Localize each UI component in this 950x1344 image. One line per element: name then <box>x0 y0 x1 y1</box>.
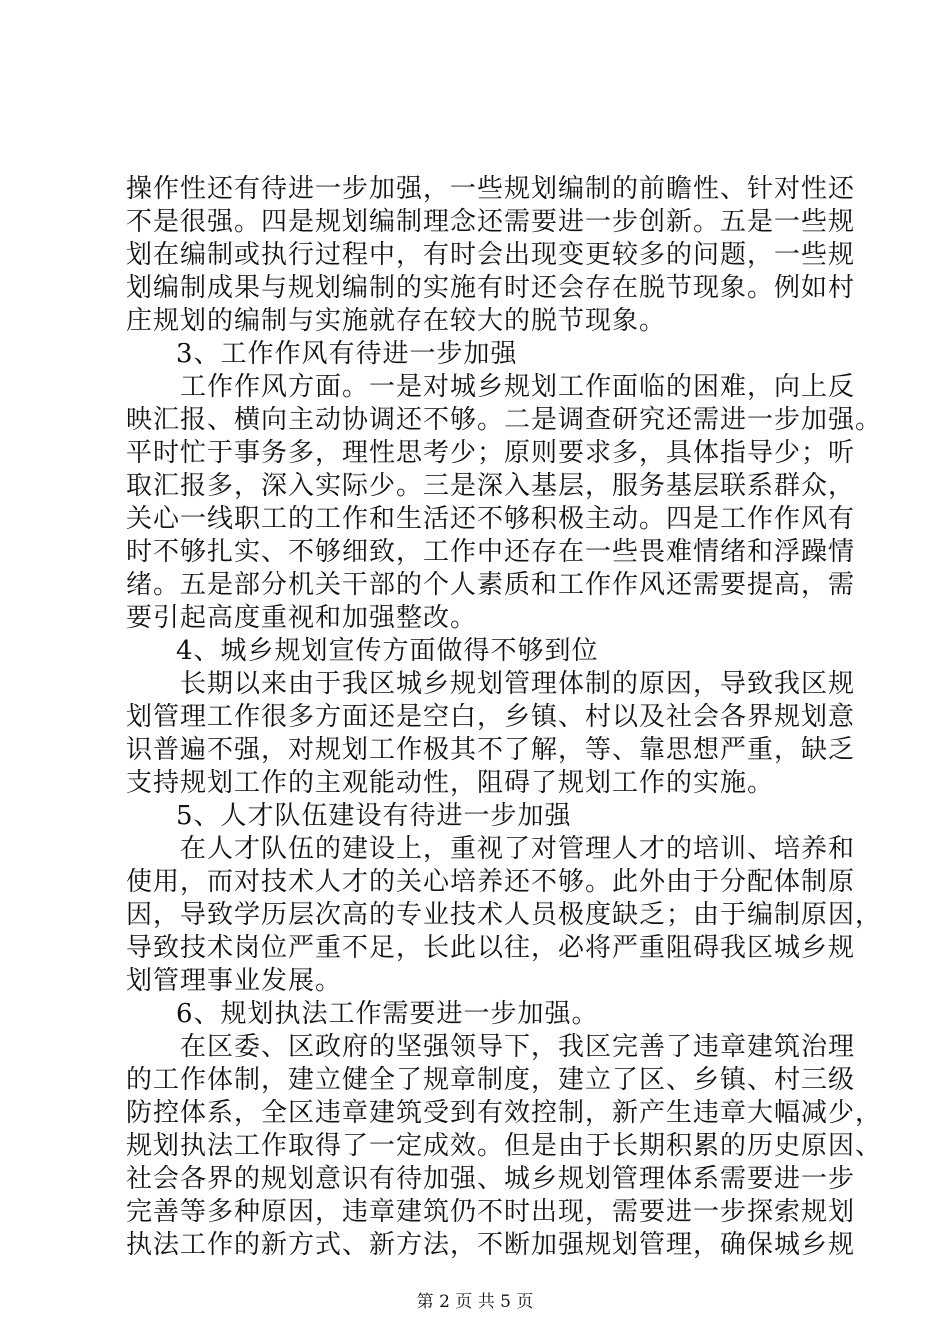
body-line: 因，导致学历层次高的专业技术人员极度缺乏；由于编制原因， <box>126 900 883 930</box>
body-line: 识普遍不强，对规划工作极其不了解，等、靠思想严重，缺乏 <box>126 735 856 765</box>
body-line: 操作性还有待进一步加强，一些规划编制的前瞻性、针对性还 <box>126 174 856 204</box>
body-line: 防控体系，全区违章建筑受到有效控制，新产生违章大幅减少， <box>126 1098 883 1128</box>
body-line: 关心一线职工的工作和生活还不够积极主动。四是工作作风有 <box>126 504 856 534</box>
body-line: 长期以来由于我区城乡规划管理体制的原因，导致我区规 <box>180 669 856 699</box>
body-line: 庄规划的编制与实施就存在较大的脱节现象。 <box>126 306 667 336</box>
body-line: 映汇报、横向主动协调还不够。二是调查研究还需进一步加强。 <box>126 405 883 435</box>
body-line: 的工作体制，建立健全了规章制度，建立了区、乡镇、村三级 <box>126 1065 856 1095</box>
body-line: 划在编制或执行过程中，有时会出现变更较多的问题，一些规 <box>126 240 856 270</box>
body-line: 在区委、区政府的坚强领导下，我区完善了违章建筑治理 <box>180 1032 856 1062</box>
body-line: 工作作风方面。一是对城乡规划工作面临的困难，向上反 <box>180 372 856 402</box>
body-line: 导致技术岗位严重不足，长此以往，必将严重阻碍我区城乡规 <box>126 933 856 963</box>
body-line: 完善等多种原因，违章建筑仍不时出现，需要进一步探索规划 <box>126 1197 856 1227</box>
page-number-footer: 第 2 页 共 5 页 <box>416 1292 534 1312</box>
body-line: 规划执法工作取得了一定成效。但是由于长期积累的历史原因、 <box>126 1131 883 1161</box>
body-line: 在人才队伍的建设上，重视了对管理人才的培训、培养和 <box>180 834 856 864</box>
body-line: 划管理工作很多方面还是空白，乡镇、村以及社会各界规划意 <box>126 702 856 732</box>
body-line: 划管理事业发展。 <box>126 966 343 996</box>
body-line: 不是很强。四是规划编制理念还需要进一步创新。五是一些规 <box>126 207 856 237</box>
body-line: 取汇报多，深入实际少。三是深入基层，服务基层联系群众， <box>126 471 856 501</box>
body-line: 划编制成果与规划编制的实施有时还会存在脱节现象。例如村 <box>126 273 856 303</box>
section-heading: 5、人才队伍建设有待进一步加强 <box>176 801 572 831</box>
body-line: 要引起高度重视和加强整改。 <box>126 603 478 633</box>
section-heading: 4、城乡规划宣传方面做得不够到位 <box>176 636 599 666</box>
body-line: 时不够扎实、不够细致，工作中还存在一些畏难情绪和浮躁情 <box>126 537 856 567</box>
body-line: 绪。五是部分机关干部的个人素质和工作作风还需要提高，需 <box>126 570 856 600</box>
body-line: 使用，而对技术人才的关心培养还不够。此外由于分配体制原 <box>126 867 856 897</box>
body-line: 社会各界的规划意识有待加强、城乡规划管理体系需要进一步 <box>126 1164 856 1194</box>
section-heading: 6、规划执法工作需要进一步加强。 <box>176 999 599 1029</box>
body-line: 支持规划工作的主观能动性，阻碍了规划工作的实施。 <box>126 768 775 798</box>
section-heading: 3、工作作风有待进一步加强 <box>176 339 518 369</box>
body-line: 执法工作的新方式、新方法，不断加强规划管理，确保城乡规 <box>126 1230 856 1260</box>
body-line: 平时忙于事务多，理性思考少；原则要求多，具体指导少；听 <box>126 438 856 468</box>
